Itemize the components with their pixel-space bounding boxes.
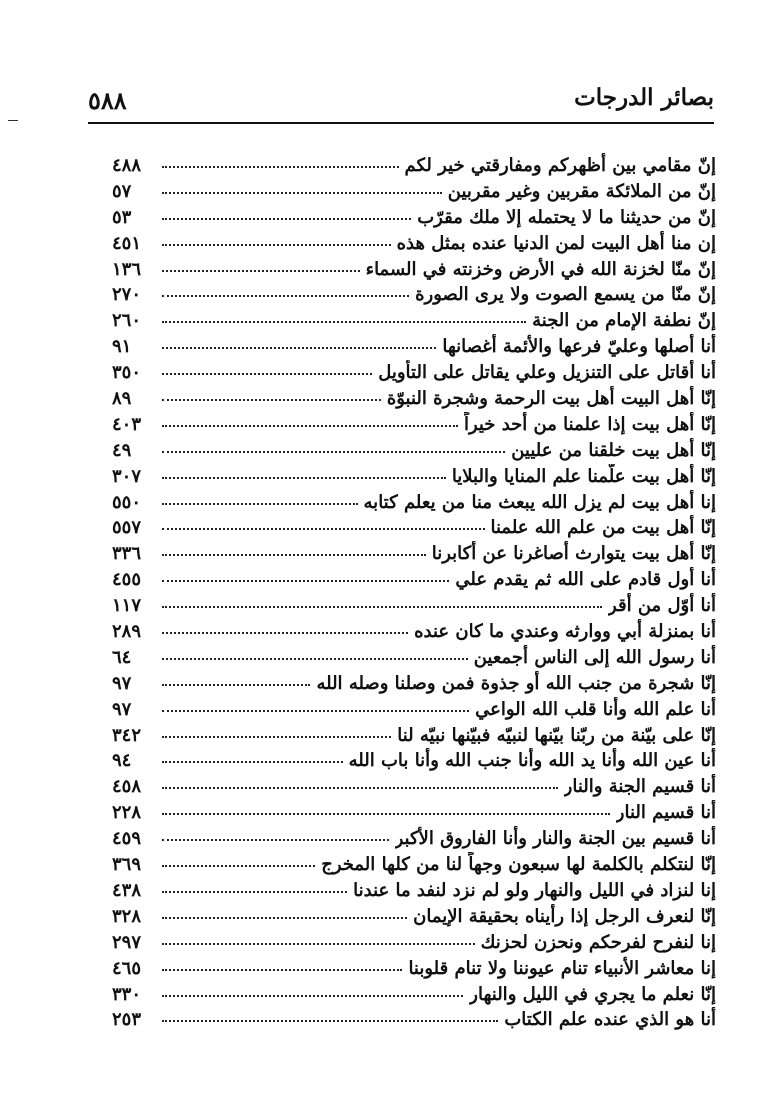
dot-leader	[162, 942, 475, 945]
index-entry	[112, 956, 716, 982]
entry-page-number: ٩١	[112, 336, 132, 358]
entry-text: أنا أول قادم على الله ثم يقدم علي	[455, 569, 716, 591]
index-entry	[112, 982, 716, 1008]
dot-leader	[162, 398, 381, 401]
entry-text: إنا معاشر الأنبياء تنام عيوننا ولا تنام قلوبنا	[408, 957, 716, 979]
entry-page-number: ٣٦٩	[112, 854, 142, 876]
entry-page-number: ١١٧	[112, 595, 142, 617]
dot-leader	[162, 269, 360, 272]
margin-mark	[8, 120, 18, 121]
dot-leader	[162, 890, 347, 893]
index-entry	[112, 464, 716, 490]
entry-page-number: ٤٥٩	[112, 828, 142, 850]
dot-leader	[162, 217, 411, 220]
entry-page-number: ٩٧	[112, 698, 132, 720]
entry-page-number: ٣٤٢	[112, 724, 142, 746]
index-entry	[112, 593, 716, 619]
entry-text: إنا لنفرح لفرحكم ونحزن لحزنك	[480, 931, 716, 953]
entry-page-number: ٢٦٠	[112, 310, 142, 332]
entry-text: إنّا لنتكلم بالكلمة لها سبعون وجهاً لنا من كلها المخرج	[321, 854, 716, 876]
index-entry	[112, 412, 716, 438]
entry-page-number: ٤٥١	[112, 232, 142, 254]
entry-page-number: ٤٠٣	[112, 413, 142, 435]
index-entry	[112, 490, 716, 516]
entry-page-number: ٢٧٠	[112, 284, 142, 306]
index-entry	[112, 153, 716, 179]
index-entry	[112, 852, 716, 878]
entry-text: إنّا أهل بيت إذا علمنا من أحد خيراً	[463, 413, 716, 435]
entry-text: أنا أوّل من أقر	[608, 595, 716, 617]
entry-text: أنا قسيم النار	[615, 802, 716, 824]
entry-text: إنّ منّا لخزنة الله في الأرض وخزنته في السماء	[365, 258, 716, 280]
entry-text: إنّ مقامي بين أظهركم ومفارقتي خير لكم	[404, 155, 716, 176]
index-entry	[112, 826, 716, 852]
index-entry	[112, 878, 716, 904]
entry-page-number: ٤٣٨	[112, 879, 142, 901]
index-entry	[112, 567, 716, 593]
entry-page-number: ٢٩٧	[112, 931, 142, 953]
entry-page-number: ٩٧	[112, 672, 132, 694]
index-entry	[112, 257, 716, 283]
entry-page-number: ١٣٦	[112, 258, 142, 280]
entry-text: إنّا أهل بيت يتوارث أصاغرنا عن أكابرنا	[431, 543, 716, 565]
index-entry	[112, 671, 716, 697]
entry-page-number: ٥٧	[112, 180, 132, 202]
index-entry	[112, 774, 716, 800]
dot-leader	[162, 786, 558, 789]
entry-page-number: ٣٠٧	[112, 465, 142, 487]
entry-text: إنّ منّا من يسمع الصوت ولا يرى الصورة	[415, 284, 716, 306]
index-entry	[112, 645, 716, 671]
entry-page-number: ٤٩	[112, 439, 132, 461]
entry-text: إنّ من الملائكة مقربين وغير مقربين	[447, 180, 716, 202]
entry-page-number: ٩٤	[112, 750, 132, 772]
entry-text: إنّا نعلم ما يجري في الليل والنهار	[469, 983, 716, 1005]
entry-text: إنا لنزاد في الليل والنهار ولو لم نزد لنفد ما عندنا	[353, 879, 716, 901]
entry-text: أنا أصلها وعليّ فرعها والأئمة أغصانها	[442, 336, 716, 358]
dot-leader	[162, 527, 485, 530]
dot-leader	[162, 735, 391, 738]
index-entry	[112, 930, 716, 956]
entry-text: أنا رسول الله إلى الناس أجمعين	[473, 646, 716, 668]
dot-leader	[162, 243, 391, 246]
page-number: ٥٨٨	[88, 86, 127, 115]
dot-leader	[162, 553, 426, 556]
entry-page-number: ٤٥٨	[112, 776, 142, 798]
entry-text: إن منا أهل البيت لمن الدنيا عنده بمثل هذه	[396, 232, 716, 254]
dot-leader	[162, 294, 409, 297]
dot-leader	[162, 812, 610, 815]
dot-leader	[162, 631, 408, 634]
running-title: بصائر الدرجات	[574, 84, 714, 111]
index-entry	[112, 904, 716, 930]
dot-leader	[162, 424, 458, 427]
index-entry	[112, 800, 716, 826]
entry-page-number: ٦٤	[112, 646, 132, 668]
header-rule	[88, 122, 714, 124]
dot-leader	[162, 838, 389, 841]
dot-leader	[162, 476, 446, 479]
entry-text: إنّا أهل البيت أهل بيت الرحمة وشجرة النبوّة	[386, 388, 716, 410]
entry-page-number: ٣٥٠	[112, 362, 142, 384]
index-entry	[112, 541, 716, 567]
dot-leader	[162, 1019, 498, 1022]
index-entry	[112, 205, 716, 231]
dot-leader	[162, 346, 436, 349]
index-list	[112, 153, 716, 1033]
index-entry	[112, 515, 716, 541]
entry-text: إنّا أهل بيت علّمنا علم المنايا والبلايا	[451, 465, 716, 487]
entry-text: أنا عين الله وأنا يد الله وأنا جنب الله وأنا باب الله	[348, 750, 716, 772]
entry-page-number: ٤٦٥	[112, 957, 142, 979]
dot-leader	[162, 502, 358, 505]
entry-text: إنّا أهل بيت خلقنا من عليين	[511, 439, 716, 461]
entry-text: إنّ نطفة الإمام من الجنة	[532, 310, 716, 332]
dot-leader	[162, 579, 449, 582]
dot-leader	[162, 191, 442, 194]
entry-page-number: ٢٥٣	[112, 1009, 142, 1031]
entry-text: إنّ من حديثنا ما لا يحتمله إلا ملك مقرّب	[417, 206, 716, 228]
entry-text: أنا علم الله وأنا قلب الله الواعي	[475, 698, 716, 720]
dot-leader	[162, 605, 602, 608]
dot-leader	[162, 320, 526, 323]
entry-text: إنّا لنعرف الرجل إذا رأيناه بحقيقة الإيمان	[413, 905, 716, 927]
entry-text: إنا أهل بيت لم يزل الله يبعث منا من يعلم كتابه	[363, 491, 716, 513]
dot-leader	[162, 709, 469, 712]
entry-page-number: ٤٨٨	[112, 155, 142, 176]
page-header	[88, 78, 714, 118]
dot-leader	[162, 968, 402, 971]
index-entry	[112, 697, 716, 723]
entry-text: إنّا على بيّنة من ربّنا بيّنها لنبيّه فبيّنها نبيّه لنا	[397, 724, 716, 746]
index-entry	[112, 386, 716, 412]
entry-page-number: ٣٣٠	[112, 983, 142, 1005]
index-entry	[112, 360, 716, 386]
entry-page-number: ٥٣	[112, 206, 132, 228]
index-entry	[112, 334, 716, 360]
dot-leader	[162, 994, 463, 997]
entry-text: أنا قسيم بين الجنة والنار وأنا الفاروق الأكبر	[394, 828, 716, 850]
dot-leader	[162, 450, 505, 453]
entry-page-number: ٨٩	[112, 388, 132, 410]
entry-text: أنا بمنزلة أبي ووارثه وعندي ما كان عنده	[414, 621, 716, 643]
entry-text: إنّا أهل بيت من علم الله علمنا	[490, 517, 716, 539]
dot-leader	[162, 760, 343, 763]
entry-text: إنّا شجرة من جنب الله أو جذوة فمن وصلنا وصله الله	[316, 672, 716, 694]
index-entry	[112, 179, 716, 205]
index-entry	[112, 723, 716, 749]
dot-leader	[162, 683, 310, 686]
entry-page-number: ٢٨٩	[112, 621, 142, 643]
index-entry	[112, 282, 716, 308]
index-entry	[112, 748, 716, 774]
index-entry	[112, 619, 716, 645]
entry-page-number: ٥٥٠	[112, 491, 142, 513]
entry-page-number: ٥٥٧	[112, 517, 142, 539]
dot-leader	[162, 372, 372, 375]
index-entry	[112, 438, 716, 464]
entry-page-number: ٤٥٥	[112, 569, 142, 591]
entry-text: أنا أقاتل على التنزيل وعلي يقاتل على التأويل	[378, 362, 716, 384]
index-entry	[112, 1007, 716, 1033]
entry-page-number: ٣٣٦	[112, 543, 142, 565]
index-entry	[112, 308, 716, 334]
dot-leader	[162, 864, 315, 867]
entry-page-number: ٣٢٨	[112, 905, 142, 927]
entry-text: أنا قسيم الجنة والنار	[563, 776, 716, 798]
entry-page-number: ٢٢٨	[112, 802, 142, 824]
index-entry	[112, 231, 716, 257]
entry-text: أنا هو الذي عنده علم الكتاب	[504, 1009, 716, 1031]
dot-leader	[162, 916, 407, 919]
dot-leader	[162, 165, 399, 168]
dot-leader	[162, 657, 468, 660]
